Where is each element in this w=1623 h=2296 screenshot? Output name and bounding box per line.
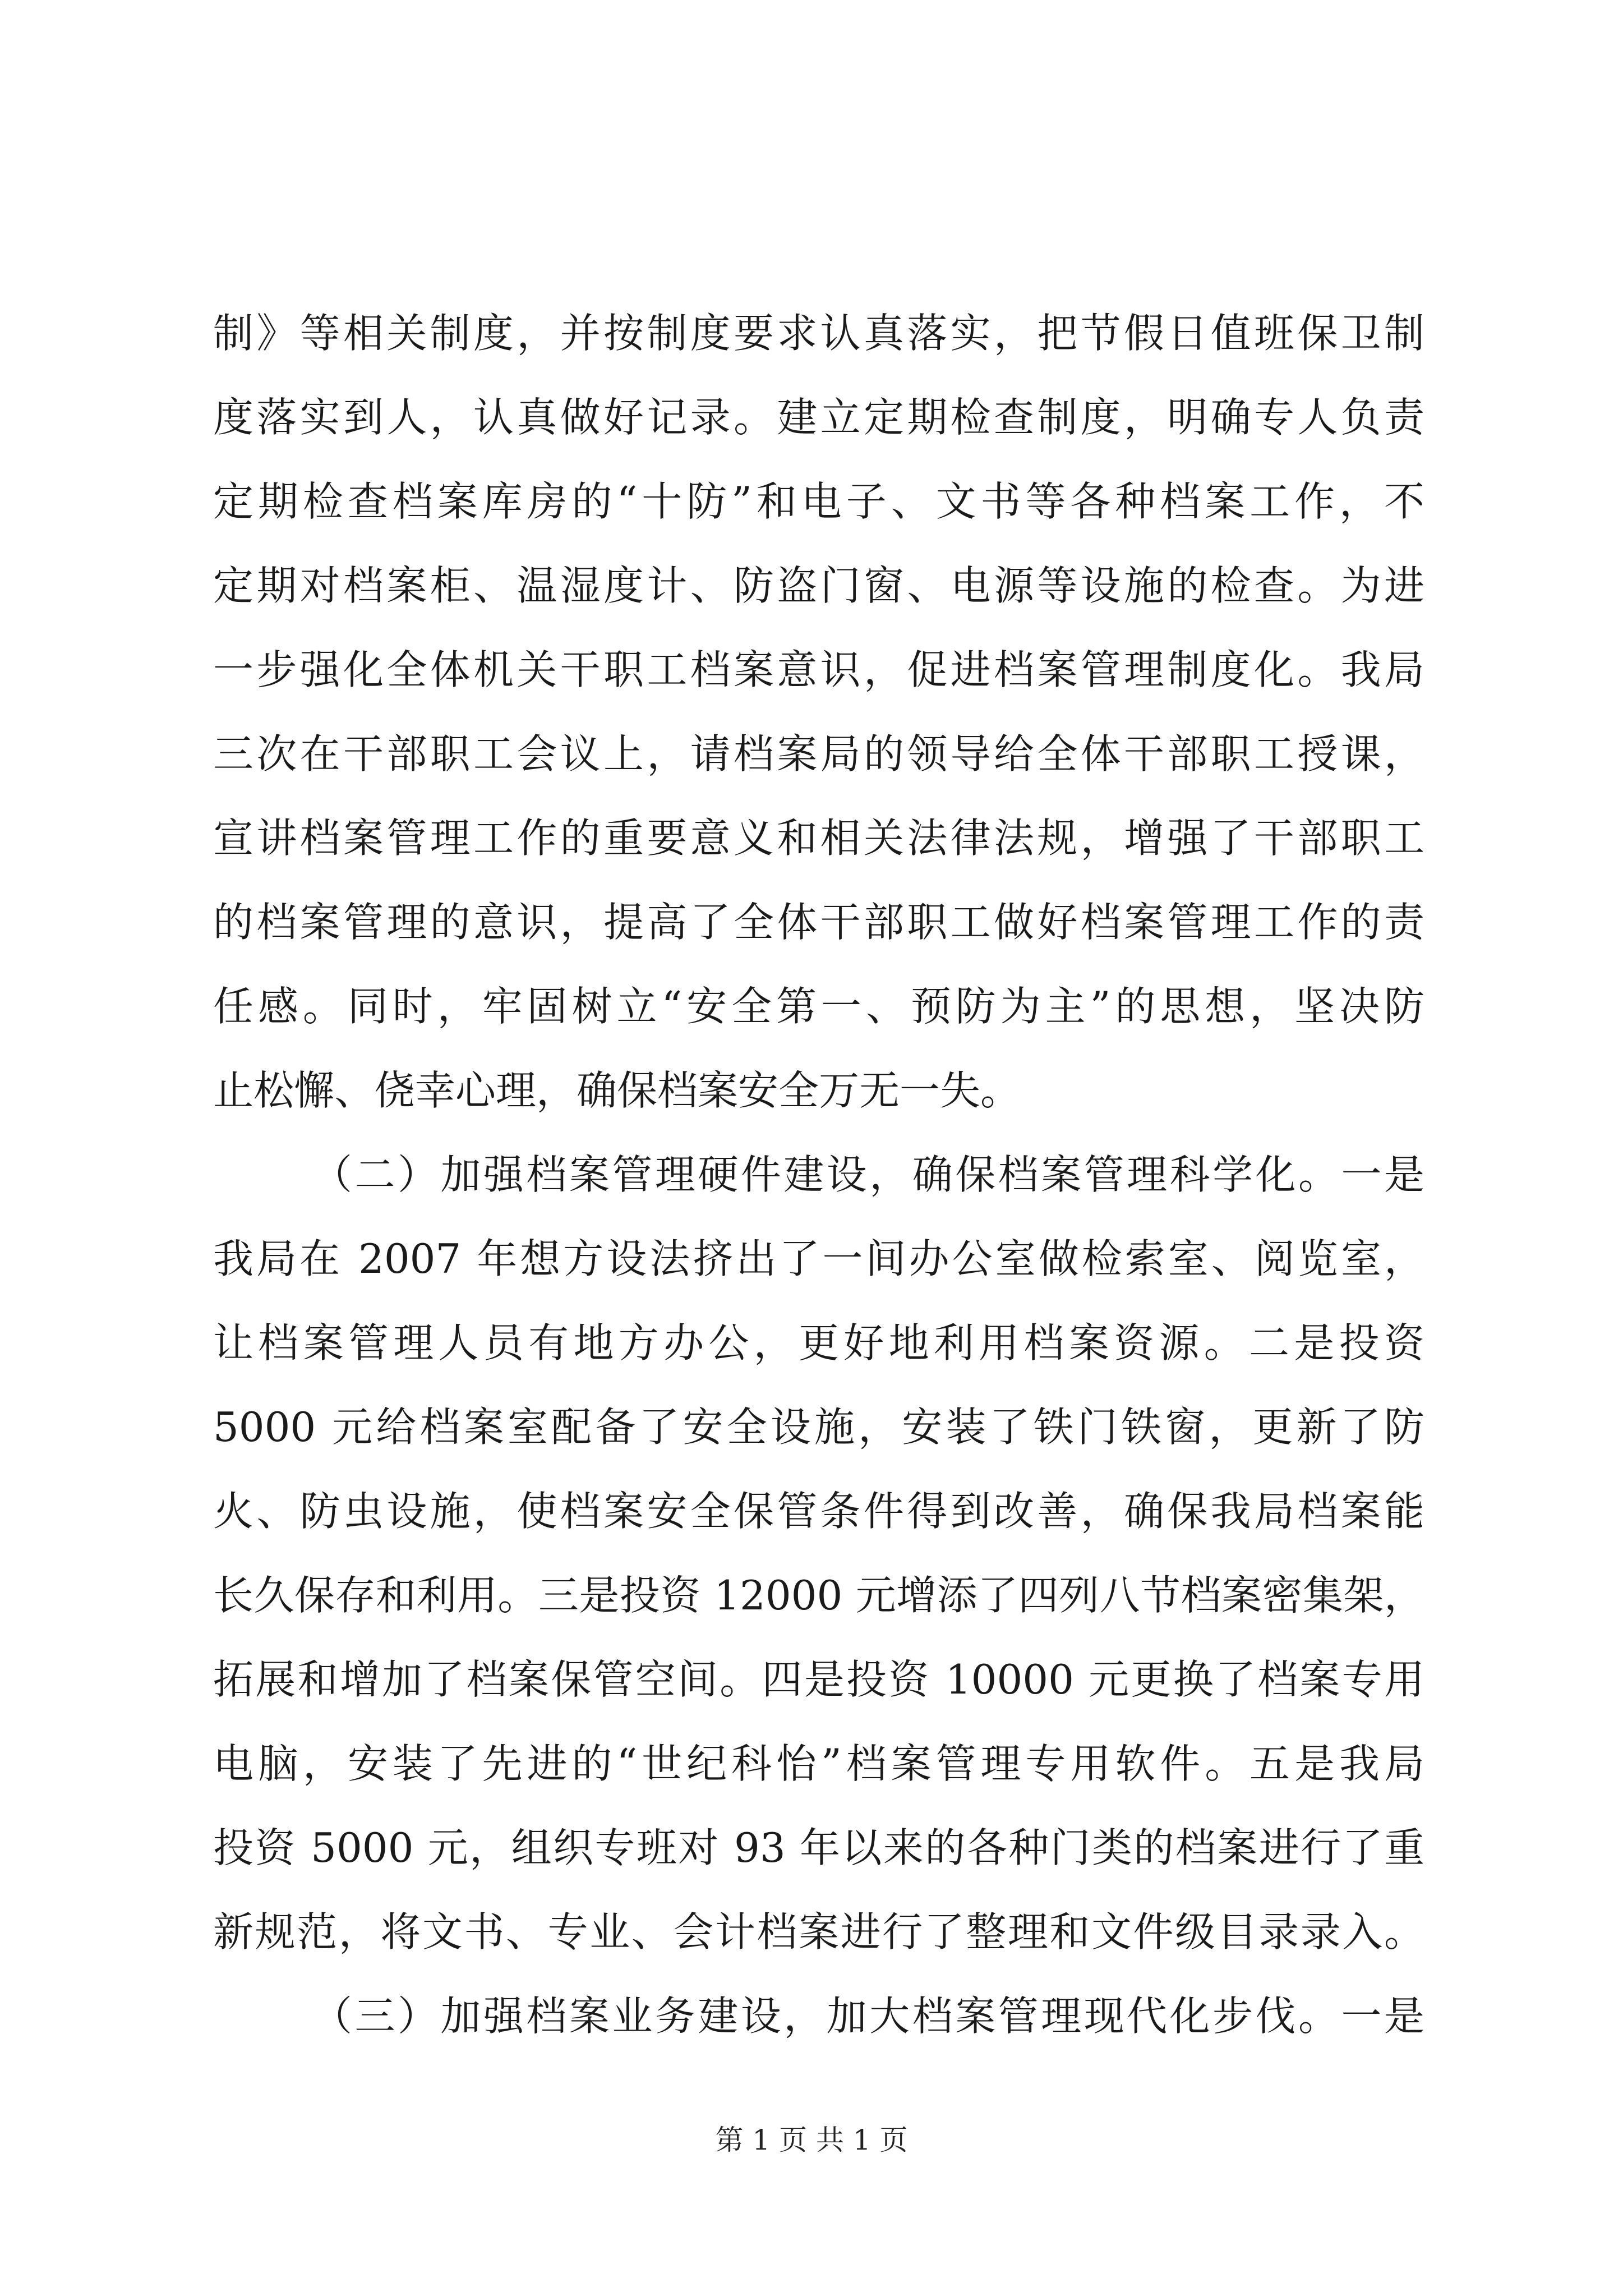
body-text-line: 定期检查档案库房的“十防”和电子、文书等各种档案工作，不	[213, 478, 1424, 525]
body-text-line: 拓展和增加了档案保管空间。四是投资 10000 元更换了档案专用	[213, 1656, 1424, 1703]
body-text-line: 一步强化全体机关干职工档案意识，促进档案管理制度化。我局	[213, 646, 1424, 693]
paragraph-start-line: （三）加强档案业务建设，加大档案管理现代化步伐。一是	[312, 1993, 1424, 2040]
body-text-line: 任感。同时，牢固树立“安全第一、预防为主”的思想，坚决防	[213, 983, 1424, 1030]
body-text-line: 度落实到人，认真做好记录。建立定期检查制度，明确专人负责	[213, 394, 1424, 441]
body-text-line: 我局在 2007 年想方设法挤出了一间办公室做检索室、阅览室，	[213, 1235, 1424, 1282]
body-text-line: 宣讲档案管理工作的重要意义和相关法律法规，增强了干部职工	[213, 815, 1424, 862]
body-text-line: 让档案管理人员有地方办公，更好地利用档案资源。二是投资	[213, 1319, 1424, 1366]
body-text-line: 新规范，将文书、专业、会计档案进行了整理和文件级目录录入。	[213, 1908, 1424, 1955]
body-text-line: 投资 5000 元，组织专班对 93 年以来的各种门类的档案进行了重	[213, 1824, 1424, 1871]
body-text-line: 的档案管理的意识，提高了全体干部职工做好档案管理工作的责	[213, 899, 1424, 946]
body-text-line: 三次在干部职工会议上，请档案局的领导给全体干部职工授课，	[213, 730, 1424, 777]
body-text-line: 制》等相关制度，并按制度要求认真落实，把节假日值班保卫制	[213, 310, 1424, 357]
body-text-line: 定期对档案柜、温湿度计、防盗门窗、电源等设施的检查。为进	[213, 562, 1424, 609]
paragraph-start-line: （二）加强档案管理硬件建设，确保档案管理科学化。一是	[312, 1151, 1424, 1198]
body-text-line: 5000 元给档案室配备了安全设施，安装了铁门铁窗，更新了防	[213, 1404, 1424, 1451]
body-text-line: 火、防虫设施，使档案安全保管条件得到改善，确保我局档案能	[213, 1488, 1424, 1535]
body-text-line: 长久保存和利用。三是投资 12000 元增添了四列八节档案密集架，	[213, 1572, 1424, 1619]
page-footer: 第 1 页 共 1 页	[715, 2124, 908, 2156]
paragraph-end-line: 止松懈、侥幸心理，确保档案安全万无一失。	[213, 1067, 1021, 1114]
body-text-line: 电脑，安装了先进的“世纪科怡”档案管理专用软件。五是我局	[213, 1740, 1424, 1787]
